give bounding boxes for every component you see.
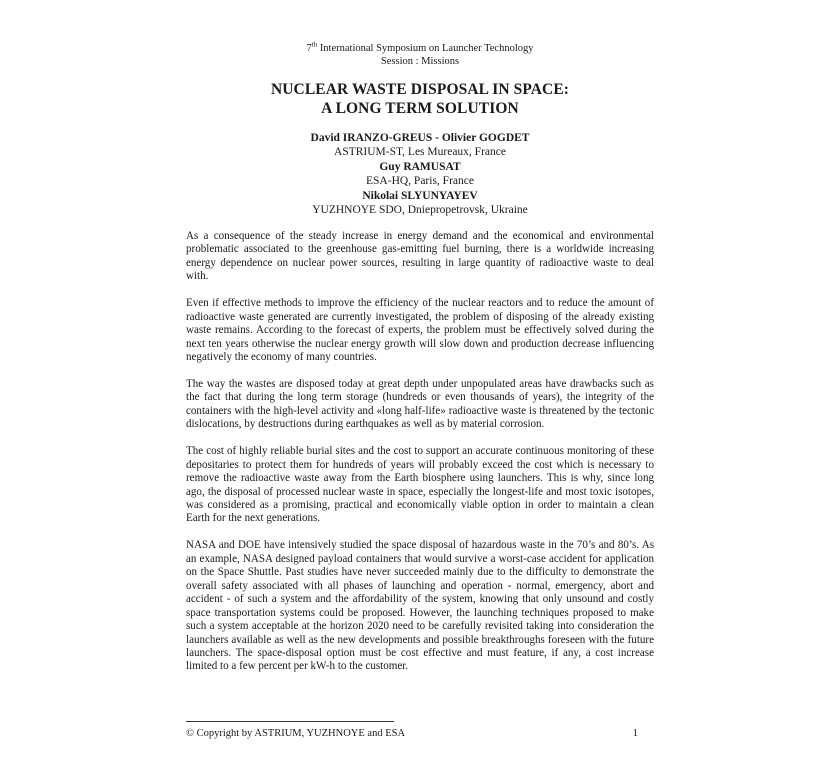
symposium-name: International Symposium on Launcher Technology: [317, 43, 534, 54]
paragraph: NASA and DOE have intensively studied the space disposal of hazardous waste in the 70’s and 80’s. As an example, NASA designed payload containers that would survive a worst-case accident for application on the Space Shuttle. Past studies have never succeeded mainly due to the difficulty to demonstrate the overall safety associated with all phases of launching and operation - normal, emergency, abort and accident - of such a system and the affordability of the system, knowing that only unsound and costly space transportation systems could be proposed. However, the launching techniques proposed to make such a system acceptable at the horizon 2020 need to be carefully revisited taking into consideration the launchers available as well as the new developments and possible breakthroughs foreseen with the future launchers. The space-disposal option must be cost effective and must feature, if any, a cost increase limited to a few percent per kW-h to the customer.: [186, 539, 654, 673]
title-line-1: NUCLEAR WASTE DISPOSAL IN SPACE:: [270, 81, 570, 98]
page-footer: [186, 727, 654, 740]
running-header: [186, 42, 654, 68]
author-affiliation: YUZHNOYE SDO, Dniepropetrovsk, Ukraine: [312, 204, 528, 217]
paper-title: [186, 80, 654, 118]
paragraph: As a consequence of the steady increase in energy demand and the economical and environmental problematic associated to the greenhouse gas-emitting fuel burning, there is a worldwide increasing energy dependence on nuclear power sources, resulting in large quantity of radioactive waste to deal with.: [186, 230, 654, 283]
copyright-notice: © Copyright by ASTRIUM, YUZHNOYE and ESA: [186, 728, 406, 739]
paragraph: Even if effective methods to improve the efficiency of the nuclear reactors and to reduce the amount of radioactive waste generated are currently investigated, the problem of disposing of the already existing waste remains. According to the forecast of experts, the problem must be effectively solved during the next ten years otherwise the nuclear energy growth will slow down and production decrease influencing negatively the economy of many countries.: [186, 297, 654, 364]
session-line: Session : Missions: [380, 56, 460, 67]
page-number: 1: [632, 728, 638, 739]
paragraph: The cost of highly reliable burial sites and the cost to support an accurate continuous monitoring of these depositaries to protect them for hundreds of years will probably exceed the cost which is necessary to remove the radioactive waste away from the Earth biosphere using launchers. This is why, since long ago, the disposal of processed nuclear waste in space, especially the longest-life and most toxic isotopes, was considered as a promising, practical and economically viable option in order to maintain a clean Earth for the next generations.: [186, 445, 654, 525]
ordinal-suffix: th: [311, 40, 318, 49]
ordinal-number: 7: [306, 43, 312, 54]
author-name: Nikolai SLYUNYAYEV: [362, 189, 478, 202]
author-name: David IRANZO-GREUS - Olivier GOGDET: [310, 132, 530, 144]
author-affiliation: ASTRIUM-ST, Les Mureaux, France: [334, 146, 506, 159]
footer-divider: [186, 721, 394, 722]
paragraph: The way the wastes are disposed today at great depth under unpopulated areas have drawbacks such as the fact that during the long term storage (hundreds or even thousands of years), the integrity of the containers with the high-level activity and «long half-life» radioactive waste is threatened by the tectonic dislocations, by destructions during earthquakes as well as by material corrosion.: [186, 377, 654, 431]
author-block: [186, 131, 654, 217]
author-affiliation: ESA-HQ, Paris, France: [366, 175, 474, 188]
author-name: Guy RAMUSAT: [379, 160, 461, 173]
title-line-2: A LONG TERM SOLUTION: [321, 100, 519, 117]
symposium-line: [186, 42, 654, 55]
body-text: [186, 230, 654, 687]
